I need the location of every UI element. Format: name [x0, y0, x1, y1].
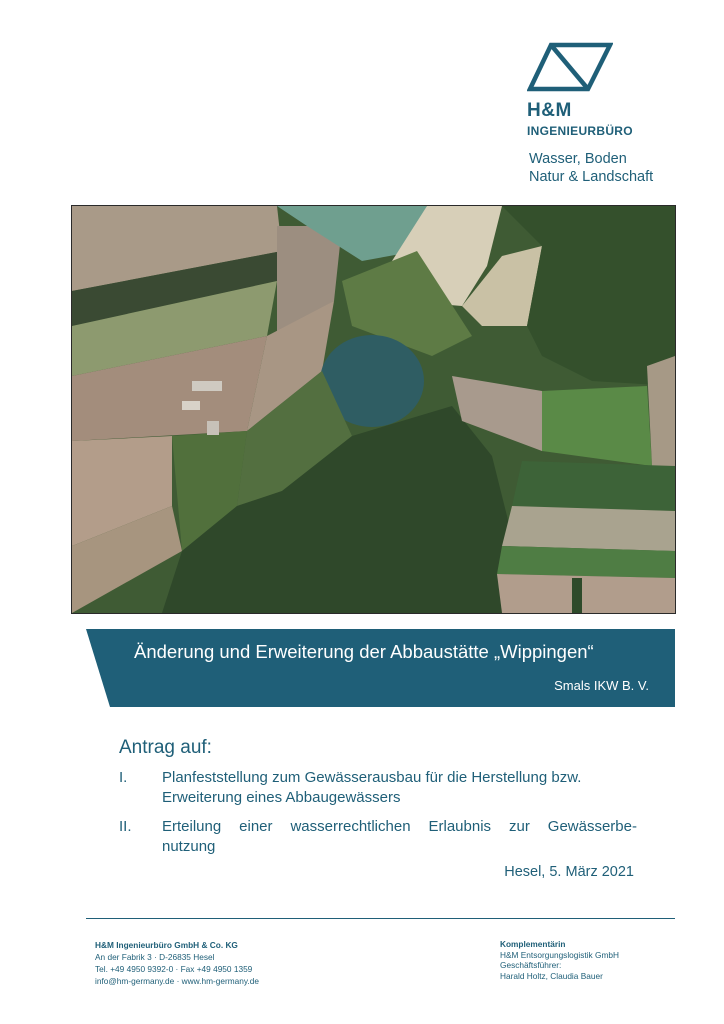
footer-company-name: H&M Ingenieurbüro GmbH & Co. KG	[95, 940, 238, 950]
footer-partner-role: Geschäftsführer:	[500, 960, 562, 970]
aerial-photo	[71, 205, 676, 614]
document-title: Änderung und Erweiterung der Abbaustätte „Wippingen“	[134, 641, 594, 662]
tagline-line-2: Natur & Landschaft	[529, 169, 654, 185]
footer-partner-heading: Komplementärin	[500, 939, 566, 949]
tagline-line-1: Wasser, Boden	[529, 151, 627, 167]
footer-general-partner	[500, 939, 619, 981]
logo-triangle-icon	[527, 42, 613, 92]
item-line: Erteilung einer wasserrechtlichen Erlaubnis zur Gewässerbe-	[162, 818, 637, 835]
logo-name: H&M	[527, 100, 572, 121]
footer-partner-company: H&M Entsorgungslogistik GmbH	[500, 949, 619, 960]
company-logo	[527, 42, 637, 138]
aerial-photo-icon	[72, 206, 675, 613]
application-heading: Antrag auf:	[119, 737, 212, 758]
footer-web: info@hm-germany.de · www.hm-germany.de	[95, 976, 259, 986]
item-line: Erweiterung eines Abbaugewässers	[162, 789, 401, 806]
document-date: Hesel, 5. März 2021	[504, 864, 634, 880]
footer-partner-names: Harald Holtz, Claudia Bauer	[500, 970, 603, 981]
item-line: nutzung	[162, 838, 216, 855]
footer-phone: Tel. +49 4950 9392-0 · Fax +49 4950 1359	[95, 964, 253, 974]
client-name: Smals IKW B. V.	[554, 678, 649, 693]
footer-divider	[86, 918, 675, 919]
item-line: Planfeststellung zum Gewässerausbau für die Herstellung bzw.	[162, 769, 582, 786]
item-number: II.	[119, 818, 132, 835]
company-tagline	[529, 150, 653, 186]
logo-subtitle: INGENIEURBÜRO	[527, 124, 633, 138]
footer-company-info	[95, 939, 259, 987]
footer-address: An der Fabrik 3 · D-26835 Hesel	[95, 952, 215, 962]
item-number: I.	[119, 769, 128, 786]
title-banner	[86, 629, 675, 707]
